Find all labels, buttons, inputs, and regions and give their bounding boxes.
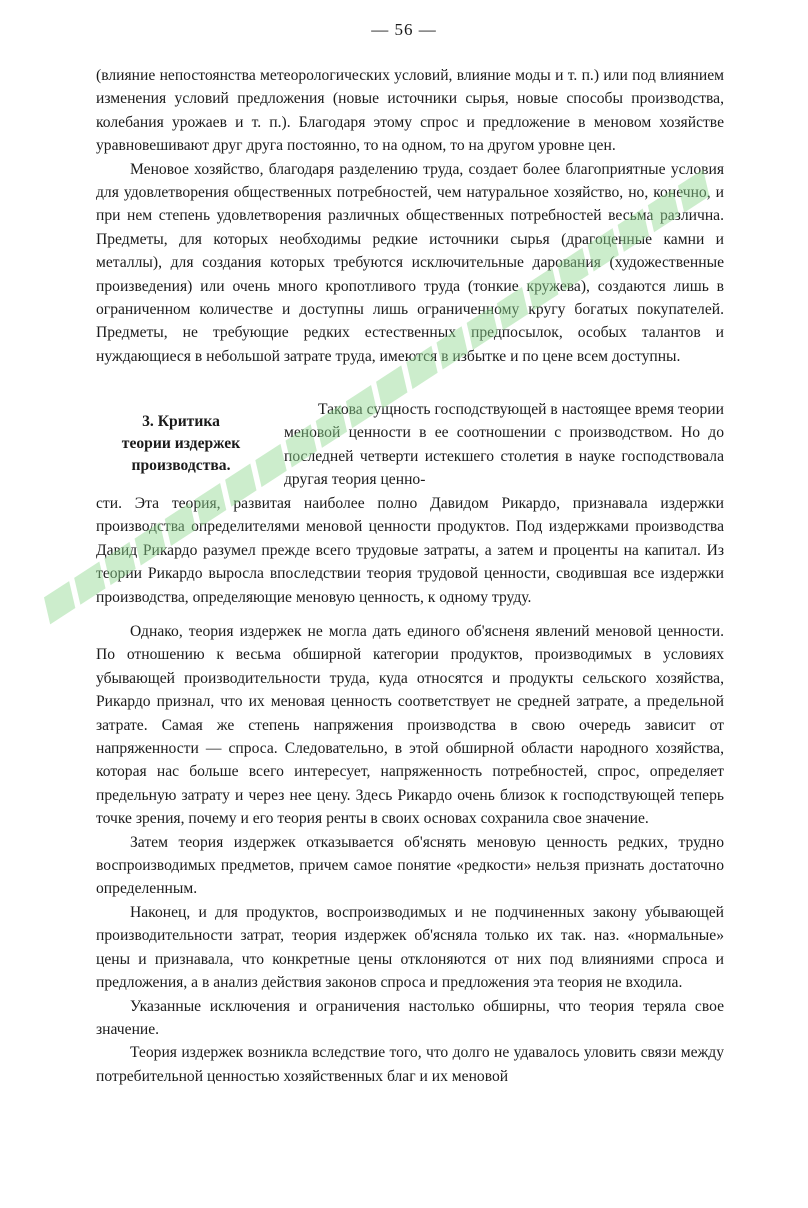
body-text-upper [96, 64, 724, 368]
paragraph: Теория издержек возникла вследствие того, что долго не удавалось уловить связи между потребительной ценностью хозяйственных благ и их меновой [96, 1044, 724, 1085]
section-heading [96, 411, 266, 477]
paragraph: Однако, теория издержек не могла дать единого об'ясненя явлений меновой ценности. По отношению к весьма обширной категории продуктов, производимых в условиях убывающей производительности труда, куда относятся и продукты сельского хозяйства, Рикардо признал, что их меновая ценность соответствует не средней затрате, а предельной затрате. Самая же степень напряжения производства в свою очередь зависит от напряженности — спроса. Следовательно, в этой обширной области народного хозяйства, которая нас больше всего интересует, напряженность потребностей, спрос, определяет предельную затрату и через нее цену. Здесь Рикардо очень близок к господствующей теперь точке зрения, почему и его теория ренты в своих основах сохранила свое значение. [96, 623, 724, 828]
section-side-text [284, 398, 724, 492]
exchange-paragraph: Меновое хозяйство, благодаря разделению труда, создает более благоприятные условия для удовлетворения общественных потребностей, чем натуральное хозяйство, но, конечно, и при нем степень удовлетворения различных общественных потребностей весьма различна. Предметы, для которых необходимы редкие источники сырья (драгоценные камни и металлы), для создания которых требуются исключительные дарования (художественные произведения) или очень много кропотливого труда (тонкие кружева), создаются лишь в ограниченном количестве и доступны лишь ограниченному кругу богатых покупателей. Предметы, не требующие редких естественных предпосылок, особых талантов и нуждающиеся в небольшой затрате труда, имеются в избытке и по цене всем доступны. [96, 160, 724, 365]
intro-paragraph: (влияние непостоянства метеорологических условий, влияние моды и т. п.) или под влиянием изменения условий предложения (новые источники сырья, новые способы производства, колебания урожаев и т. п.). Благодаря этому спрос и предложение в меновом хозяйстве уравновешивают друг друга постоянно, то на одном, то на другом уровне цен. [96, 67, 724, 155]
paragraph: Затем теория издержек отказывается об'яснять меновую ценность редких, трудно воспроизводимых предметов, причем самое понятие «редкости» нельзя признать достаточно определенным. [96, 833, 724, 898]
paragraph: Указанные исключения и ограничения настолько обширны, что теория теряла свое значение. [96, 997, 724, 1038]
section-heading-line-1: 3. Критика [142, 413, 220, 430]
section-heading-line-2: теории издержек [121, 435, 241, 452]
section-heading-line-3: производства. [131, 457, 231, 474]
section-continuation-paragraph: сти. Эта теория, развитая наиболее полно Давидом Рикардо, признавала издержки производства определителями меновой ценности продуктов. Под издержками производства Давид Рикардо разумел прежде всего трудовые затраты, а затем и проценты на капитал. Из теории Рикардо выросла впоследствии теория трудовой ценности, сводившая все издержки производства, определяющие меновую ценность, к одному труду. [96, 495, 724, 606]
body-text-lower [96, 620, 724, 1088]
section-continuation [96, 492, 724, 609]
section-side-paragraph: Такова сущность господствующей в настоящее время теории меновой ценности в ее соотношении с производством. Но до последней четверти истекшего столетия в науке господствовала другая теория ценно- [284, 401, 724, 489]
page-number: — 56 — [371, 20, 437, 39]
paragraph: Наконец, и для продуктов, воспроизводимых и не подчиненных закону убывающей производительности затрат, теория издержек об'ясняла только их так. наз. «нормальные» цены и признавала, что конкретные цены отклоняются от них под влияниями спроса и предложения, а в анализ действия законов спроса и предложения эта теория не входила. [96, 903, 724, 992]
